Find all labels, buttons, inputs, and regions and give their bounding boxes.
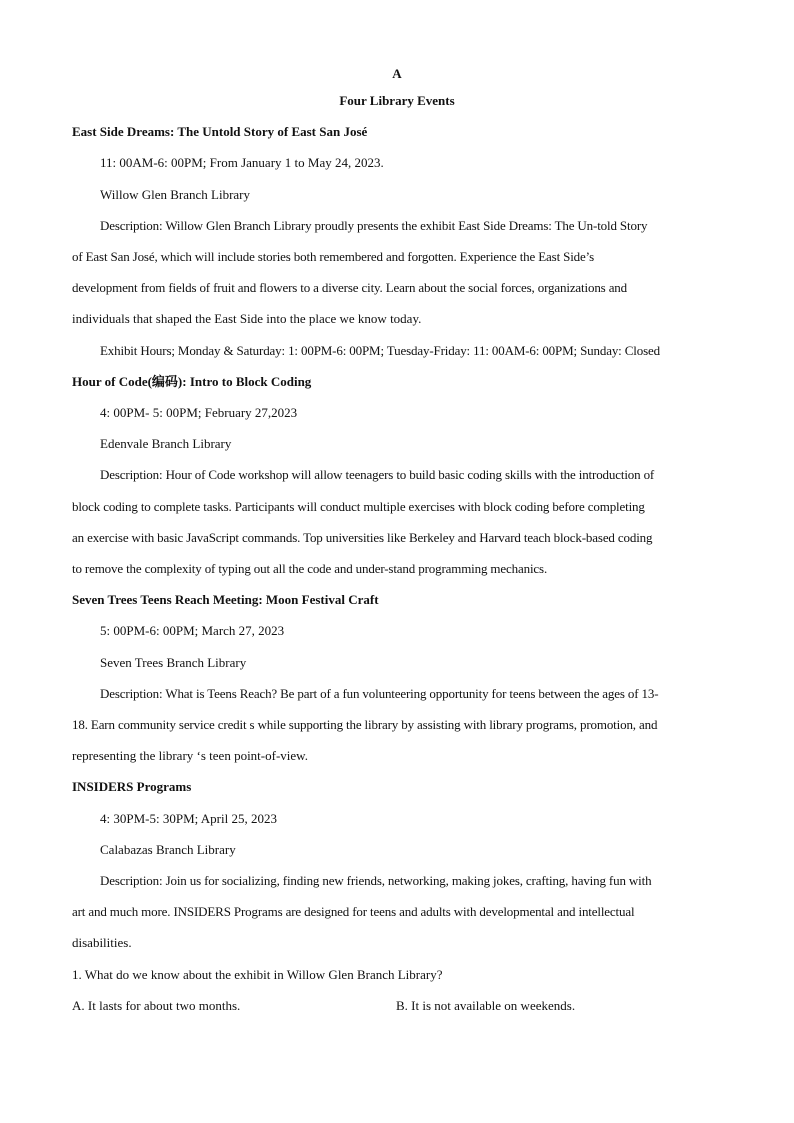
event-description-line: an exercise with basic JavaScript commands. Top universities like Berkeley and Harvard teach block-based coding: [72, 530, 653, 545]
event-time: 4: 30PM-5: 30PM; April 25, 2023: [100, 811, 277, 826]
page-title: Four Library Events: [339, 93, 455, 108]
event-description-line: representing the library ‘s teen point-of-view.: [72, 748, 308, 763]
event-description-line: disabilities.: [72, 935, 132, 950]
event-description-line: to remove the complexity of typing out all the code and under-stand programming mechanics.: [72, 561, 548, 576]
event-description-line: Description: What is Teens Reach? Be part of a fun volunteering opportunity for teens between the ages of 13-: [100, 686, 659, 701]
event-heading: East Side Dreams: The Untold Story of East San José: [72, 124, 368, 139]
event-description-line: art and much more. INSIDERS Programs are designed for teens and adults with developmental and intellectual: [72, 904, 635, 919]
event-location: Edenvale Branch Library: [100, 436, 232, 451]
event-description-line: block coding to complete tasks. Participants will conduct multiple exercises with block coding before completing: [72, 499, 645, 514]
event-description-line: Description: Hour of Code workshop will allow teenagers to build basic coding skills with the introduction of: [100, 467, 655, 482]
question-option-a: A. It lasts for about two months.: [72, 998, 241, 1013]
event-heading: Seven Trees Teens Reach Meeting: Moon Festival Craft: [72, 592, 379, 607]
event-exhibit-hours: Exhibit Hours; Monday & Saturday: 1: 00PM-6: 00PM; Tuesday-Friday: 11: 00AM-6: 00PM; Sunday: Closed: [100, 343, 660, 358]
event-heading: Hour of Code(编码): Intro to Block Coding: [72, 374, 312, 389]
event-description-line: Description: Willow Glen Branch Library proudly presents the exhibit East Side Dreams: The Un-told Story: [100, 218, 648, 233]
event-time: 5: 00PM-6: 00PM; March 27, 2023: [100, 623, 285, 638]
event-location: Calabazas Branch Library: [100, 842, 236, 857]
event-description-line: of East San José, which will include stories both remembered and forgotten. Experience the East Side’s: [72, 249, 595, 264]
question-text: 1. What do we know about the exhibit in Willow Glen Branch Library?: [72, 967, 443, 982]
question-option-b: B. It is not available on weekends.: [396, 998, 576, 1013]
event-description-line: development from fields of fruit and flowers to a diverse city. Learn about the social forces, organizations and: [72, 280, 628, 295]
event-heading: INSIDERS Programs: [72, 779, 192, 794]
event-description-line: Description: Join us for socializing, finding new friends, networking, making jokes, crafting, having fun with: [100, 873, 652, 888]
event-description-line: 18. Earn community service credit s while supporting the library by assisting with library programs, promotion, and: [72, 717, 658, 732]
event-time: 4: 00PM- 5: 00PM; February 27,2023: [100, 405, 298, 420]
event-location: Willow Glen Branch Library: [100, 187, 251, 202]
event-time: 11: 00AM-6: 00PM; From January 1 to May 24, 2023.: [100, 155, 384, 170]
event-location: Seven Trees Branch Library: [100, 655, 247, 670]
event-description-line: individuals that shaped the East Side into the place we know today.: [72, 311, 422, 326]
section-letter: A: [392, 66, 402, 81]
